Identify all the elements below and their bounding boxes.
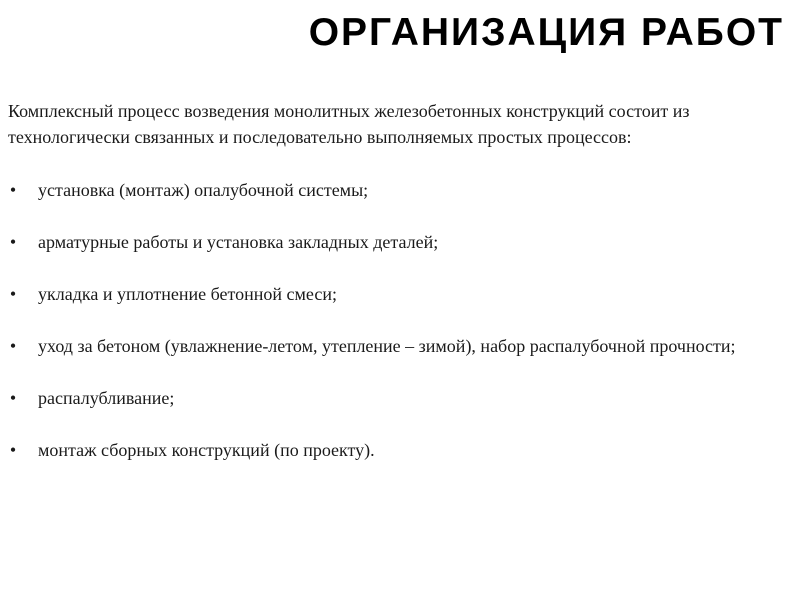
bullet-text: арматурные работы и установка закладных деталей; bbox=[38, 232, 439, 252]
bullet-text: распалубливание; bbox=[38, 388, 175, 408]
slide-content bbox=[8, 98, 788, 463]
bullet-icon: • bbox=[9, 440, 17, 460]
bullet-item bbox=[8, 229, 788, 255]
bullet-item bbox=[8, 281, 788, 307]
slide-title: ОРГАНИЗАЦИЯ РАБОТ bbox=[308, 11, 784, 54]
bullet-icon: • bbox=[9, 284, 17, 304]
bullet-icon: • bbox=[9, 336, 17, 356]
bullet-item bbox=[8, 385, 788, 411]
intro-paragraph: Комплексный процесс возведения монолитных железобетонных конструкций состоит из технологически связанных и последовательно выполняемых простых процессов: bbox=[8, 101, 690, 147]
bullet-item bbox=[8, 333, 788, 359]
bullet-icon: • bbox=[9, 388, 17, 408]
bullet-text: установка (монтаж) опалубочной системы; bbox=[38, 180, 369, 200]
bullet-text: монтаж сборных конструкций (по проекту). bbox=[38, 440, 375, 460]
bullet-item bbox=[8, 177, 788, 203]
bullet-icon: • bbox=[9, 180, 17, 200]
bullet-text: укладка и уплотнение бетонной смеси; bbox=[38, 284, 337, 304]
bullet-text: уход за бетоном (увлажнение-летом, утепление – зимой), набор распалубочной прочности; bbox=[38, 336, 736, 356]
bullet-icon: • bbox=[9, 232, 17, 252]
bullet-item bbox=[8, 437, 788, 463]
bullet-list bbox=[8, 177, 788, 463]
